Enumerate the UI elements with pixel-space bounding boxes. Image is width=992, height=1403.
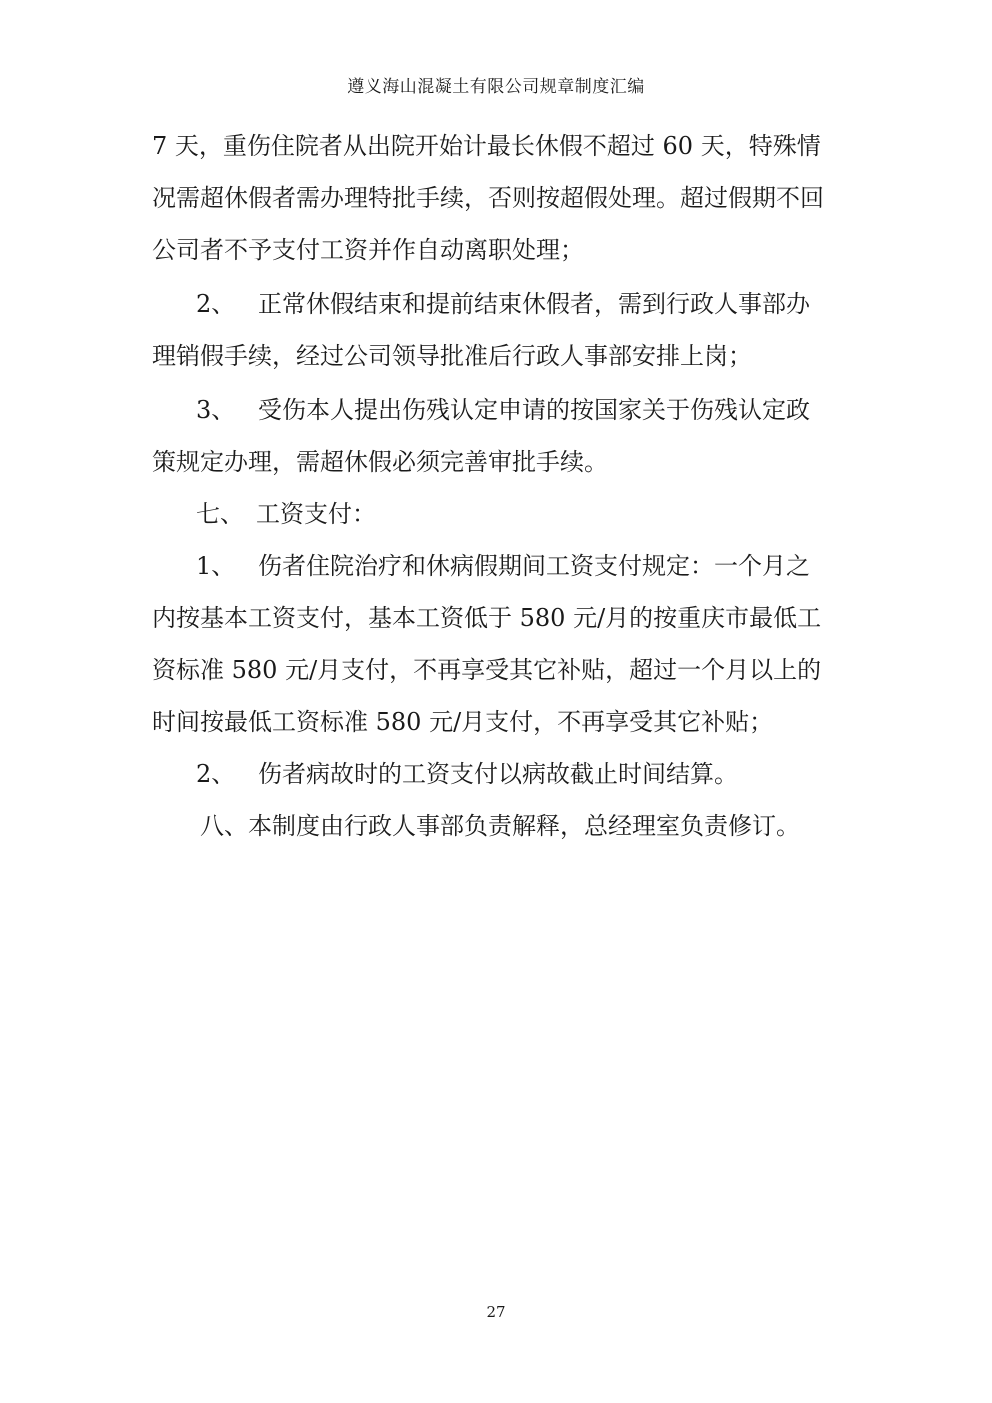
line-text: 伤者住院治疗和休病假期间工资支付规定：一个月之 — [258, 552, 810, 580]
list-marker: 2、 — [196, 760, 236, 788]
section-marker: 七、 — [196, 500, 244, 528]
paragraph-line — [0, 232, 992, 268]
closing-line — [0, 808, 992, 844]
line-text: 公司者不予支付工资并作自动离职处理； — [152, 236, 584, 264]
line-text: 内按基本工资支付，基本工资低于 580 元/月的按重庆市最低工 — [152, 604, 822, 632]
list-marker: 3、 — [196, 396, 236, 424]
line-text: 理销假手续，经过公司领导批准后行政人事部安排上岗； — [152, 342, 752, 370]
list-item-line — [0, 756, 992, 792]
list-marker: 2、 — [196, 290, 236, 318]
section-heading: 工资支付： — [256, 500, 376, 528]
line-text: 资标准 580 元/月支付，不再享受其它补贴，超过一个月以上的 — [152, 656, 822, 684]
paragraph-line — [0, 338, 992, 374]
line-text: 策规定办理，需超休假必须完善审批手续。 — [152, 448, 608, 476]
paragraph-line — [0, 180, 992, 216]
section-heading-line — [0, 496, 992, 532]
list-item-line — [0, 392, 992, 428]
line-text: 伤者病故时的工资支付以病故截止时间结算。 — [258, 760, 738, 788]
line-text: 受伤本人提出伤残认定申请的按国家关于伤残认定政 — [258, 396, 810, 424]
line-text: 时间按最低工资标准 580 元/月支付，不再享受其它补贴； — [152, 708, 774, 736]
line-text: 八、本制度由行政人事部负责解释，总经理室负责修订。 — [200, 812, 800, 840]
list-item-line — [0, 286, 992, 322]
paragraph-line — [0, 444, 992, 480]
list-item-line — [0, 548, 992, 584]
paragraph-line — [0, 600, 992, 636]
line-text: 况需超休假者需办理特批手续，否则按超假处理。超过假期不回 — [152, 184, 824, 212]
paragraph-line — [0, 128, 992, 164]
paragraph-line — [0, 652, 992, 688]
page-header: 遵义海山混凝土有限公司规章制度汇编 — [347, 77, 645, 97]
line-text: 正常休假结束和提前结束休假者，需到行政人事部办 — [258, 290, 810, 318]
paragraph-line — [0, 704, 992, 740]
page-number: 27 — [486, 1303, 506, 1321]
line-text: 7 天，重伤住院者从出院开始计最长休假不超过 60 天，特殊情 — [152, 132, 821, 160]
list-marker: 1、 — [196, 552, 236, 580]
